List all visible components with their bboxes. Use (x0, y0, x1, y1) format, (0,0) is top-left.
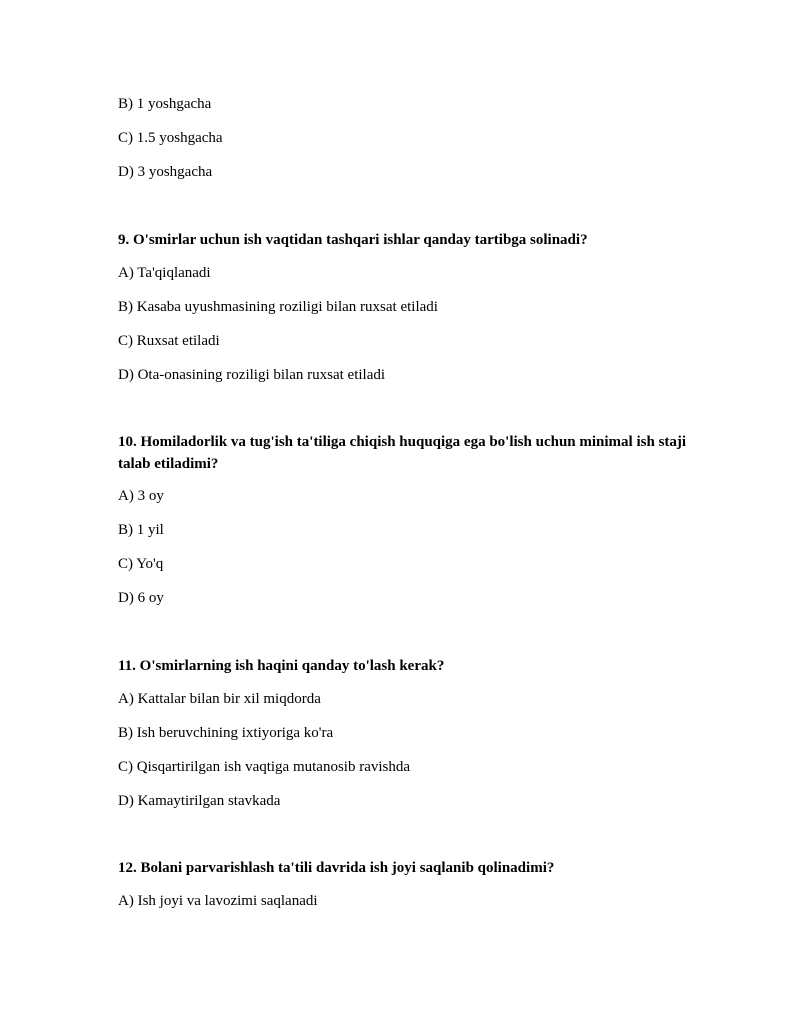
q8-option-b: B) 1 yoshgacha (118, 96, 212, 112)
q11-option-c: C) Qisqartirilgan ish vaqtiga mutanosib ravishda (118, 759, 411, 775)
q10-option-d: D) 6 oy (118, 590, 164, 606)
q11-option-d: D) Kamaytirilgan stavkada (118, 793, 281, 809)
q9-option-d: D) Ota-onasining roziligi bilan ruxsat etiladi (118, 367, 386, 383)
q10-question: 10. Homiladorlik va tug'ish ta'tiliga chiqish huquqiga ega bo'lish uchun minimal ish staji talab etiladimi? (118, 434, 687, 472)
q11-option-b: B) Ish beruvchining ixtiyoriga ko'ra (118, 725, 334, 741)
q12-question: 12. Bolani parvarishlash ta'tili davrida ish joyi saqlanib qolinadimi? (118, 860, 555, 876)
q12-option-a: A) Ish joyi va lavozimi saqlanadi (118, 893, 318, 909)
q9-option-c: C) Ruxsat etiladi (118, 333, 220, 349)
q11-question: 11. O'smirlarning ish haqini qanday to'lash kerak? (118, 658, 445, 674)
q10-option-c: C) Yo'q (118, 556, 164, 572)
q9-question: 9. O'smirlar uchun ish vaqtidan tashqari ishlar qanday tartibga solinadi? (118, 232, 588, 248)
q9-option-a: A) Ta'qiqlanadi (118, 265, 211, 281)
q10-option-a: A) 3 oy (118, 488, 164, 504)
q10-option-b: B) 1 yil (118, 522, 164, 538)
q8-option-d: D) 3 yoshgacha (118, 164, 213, 180)
q9-option-b: B) Kasaba uyushmasining roziligi bilan ruxsat etiladi (118, 299, 438, 315)
q8-option-c: C) 1.5 yoshgacha (118, 130, 223, 146)
q11-option-a: A) Kattalar bilan bir xil miqdorda (118, 691, 321, 707)
